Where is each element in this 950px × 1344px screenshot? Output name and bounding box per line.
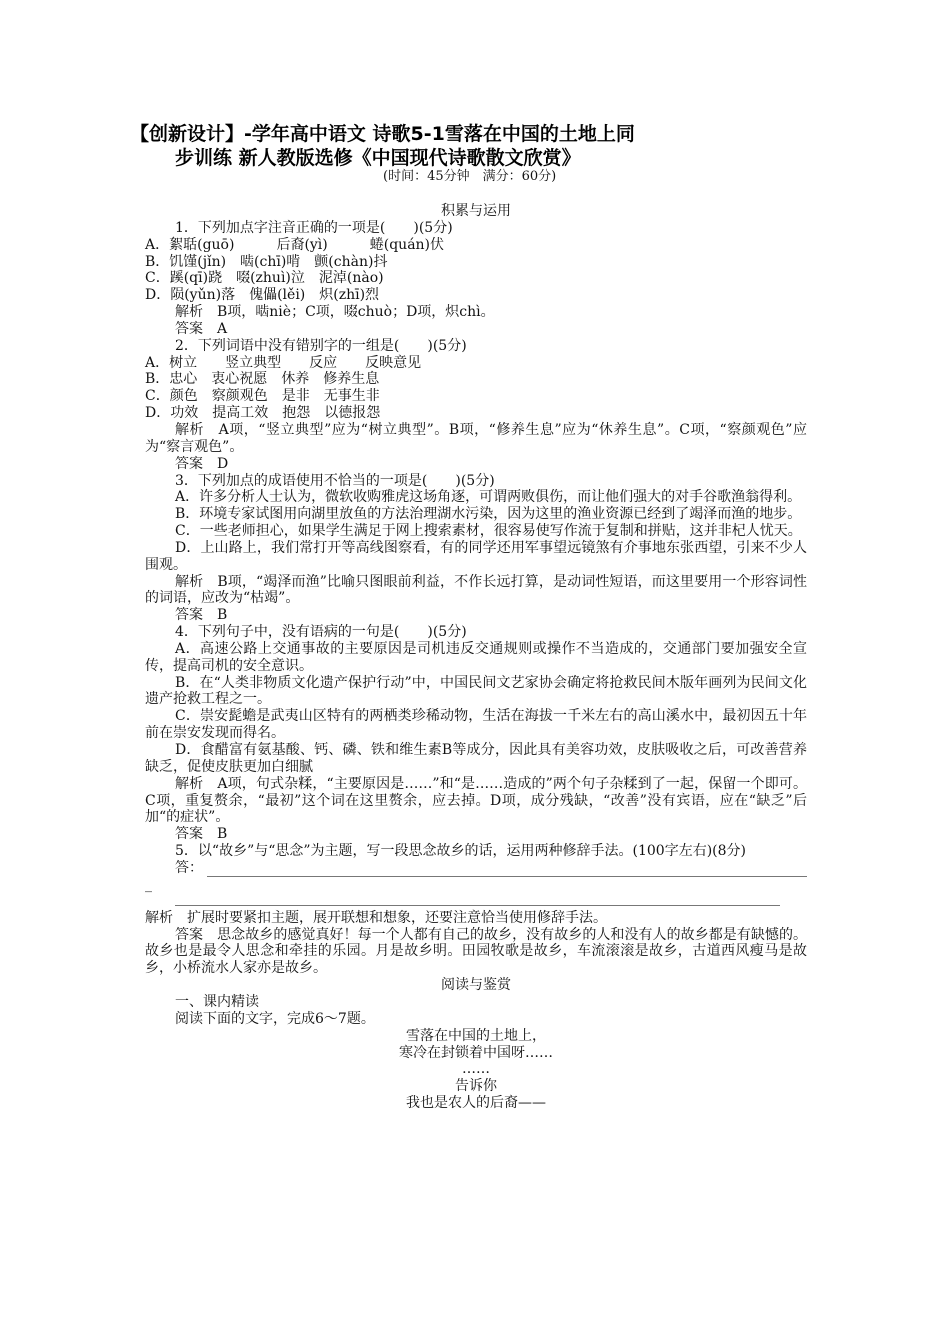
answer-label: 答： [175,859,203,876]
answer-rule [207,864,807,877]
question-3-option-a: A．许多分析人士认为，微软收购雅虎这场角逐，可谓两败俱伤，而让他们强大的对手谷歌渔翁得利。 [175,489,802,506]
question-1-option-d: D．陨(yǔn)落 傀儡(lěi) 炽(zhī)烈 [145,287,380,304]
question-4-option-b: B．在“人类非物质文化遗产保护行动”中，中国民间文艺家协会确定将抢救民间木版年画列为民间文化遗产抢救工程之一。 [145,674,807,708]
question-2-stem: 2．下列词语中没有错别字的一组是( )(5分) [175,337,467,354]
question-1-stem: 1．下列加点字注音正确的一项是( )(5分) [175,219,453,236]
question-2-option-a: A．树立 竖立典型 反应 反映意见 [145,354,422,371]
answer-dash: _ [145,876,152,893]
question-4-option-c: C．崇安髭蟾是武夷山区特有的两栖类珍稀动物，生活在海拔一千米左右的高山溪水中，最初因五十年前在崇安发现而得名。 [145,708,807,742]
question-2-option-d: D．功效 提高工效 抱怨 以德报怨 [145,405,381,422]
section-heading-reading: 阅读与鉴赏 [441,977,511,994]
question-4-stem: 4．下列句子中，没有语病的一句是( )(5分) [175,624,467,641]
question-3-option-d: D．上山路上，我们常打开等高线图察看，有的同学还用军事望远镜煞有介事地东张西望，引来不少人围观。 [145,539,807,573]
document-title [130,122,820,170]
poem-line: …… [462,1061,490,1078]
question-4-analysis: 解析 A项，句式杂糅，“主要原因是……”和“是……造成的”两个句子杂糅到了一起，保留一个即可。C项，重复赘余，“最初”这个词在这里赘余，应去掉。D项，成分残缺，“改善”没有宾语，应在“缺乏”后加“的症状”。 [145,775,807,826]
part-heading-intensive-reading: 一、课内精读 [175,993,259,1010]
answer-rule-2 [175,893,780,906]
answer-line [145,860,807,877]
poem-excerpt [145,1028,807,1112]
question-3-analysis: 解析 B项，“竭泽而渔”比喻只图眼前利益，不作长远打算，是动词性短语，而这里要用一个形容词性的词语，应改为“枯竭”。 [145,573,807,607]
question-4-option-a: A．高速公路上交通事故的主要原因是司机违反交通规则或操作不当造成的，交通部门要加强安全宣传，提高司机的安全意识。 [145,640,807,674]
question-1-option-c: C．蹊(qī)跷 啜(zhuì)泣 泥淖(nào) [145,270,384,287]
section-heading-accumulation: 积累与运用 [441,203,511,219]
time-score-note: (时间：45分钟 满分：60分) [383,169,557,184]
poem-line: 我也是农人的后裔—— [406,1095,546,1112]
poem-line: 告诉你 [455,1078,497,1095]
question-2-answer: 答案 D [175,455,229,472]
question-3-option-b: B．环境专家试图用向湖里放鱼的方法治理湖水污染，因为这里的渔业资源已经到了竭泽而渔的地步。 [175,506,802,523]
question-5-analysis: 解析 扩展时要紧扣主题，展开联想和想象，还要注意恰当使用修辞手法。 [145,909,607,926]
question-2-option-b: B．忠心 衷心祝愿 休养 修养生息 [145,371,380,388]
question-1-analysis: 解析 B项，啮niè；C项，啜chuò；D项，炽chì。 [175,304,495,321]
question-2-analysis: 解析 A项，“竖立典型”应为“树立典型”。B项，“修养生息”应为“休养生息”。C项，“察颜观色”应为“察言观色”。 [145,421,807,455]
title-line-1: 【创新设计】-学年高中语文 诗歌5-1雪落在中国的土地上同 [130,123,635,145]
poem-line: 雪落在中国的土地上， [406,1027,546,1044]
question-5-stem: 5．以“故乡”与“思念”为主题，写一段思念故乡的话，运用两种修辞手法。(100字左右)(8分) [175,843,747,860]
title-line-2: 步训练 新人教版选修《中国现代诗歌散文欣赏》 [175,147,581,169]
question-3-stem: 3．下列加点的成语使用不恰当的一项是( )(5分) [175,472,495,489]
question-1-answer: 答案 A [175,320,228,337]
question-2-option-c: C．颜色 察颜观色 是非 无事生非 [145,388,380,405]
question-1-option-b: B．饥馑(jǐn) 啮(chī)啃 颤(chàn)抖 [145,253,388,270]
document-body [145,203,807,1112]
question-3-answer: 答案 B [175,607,228,624]
question-1-option-a: A．絮聒(guō) 后裔(yì) 蜷(quán)伏 [145,236,445,253]
reading-instruction: 阅读下面的文字，完成6～7题。 [175,1010,375,1027]
question-4-option-d: D．食醋富有氨基酸、钙、磷、铁和维生素B等成分，因此具有美容功效，皮肤吸收之后，可改善营养缺乏，促使皮肤更加白细腻 [145,742,807,775]
question-3-option-c: C．一些老师担心，如果学生满足于网上搜索素材，很容易使写作流于复制和拼贴，这并非杞人忧天。 [175,523,802,540]
question-4-answer: 答案 B [175,826,228,843]
poem-line: 寒冷在封锁着中国呀…… [399,1044,553,1061]
question-5-answer: 答案 思念故乡的感觉真好！每一个人都有自己的故乡，没有故乡的人和没有人的故乡都是有缺憾的。故乡也是最令人思念和牵挂的乐园。月是故乡明。田园牧歌是故乡，车流滚滚是故乡，古道西风瘦马是故乡，小桥流水人家亦是故乡。 [145,926,807,977]
